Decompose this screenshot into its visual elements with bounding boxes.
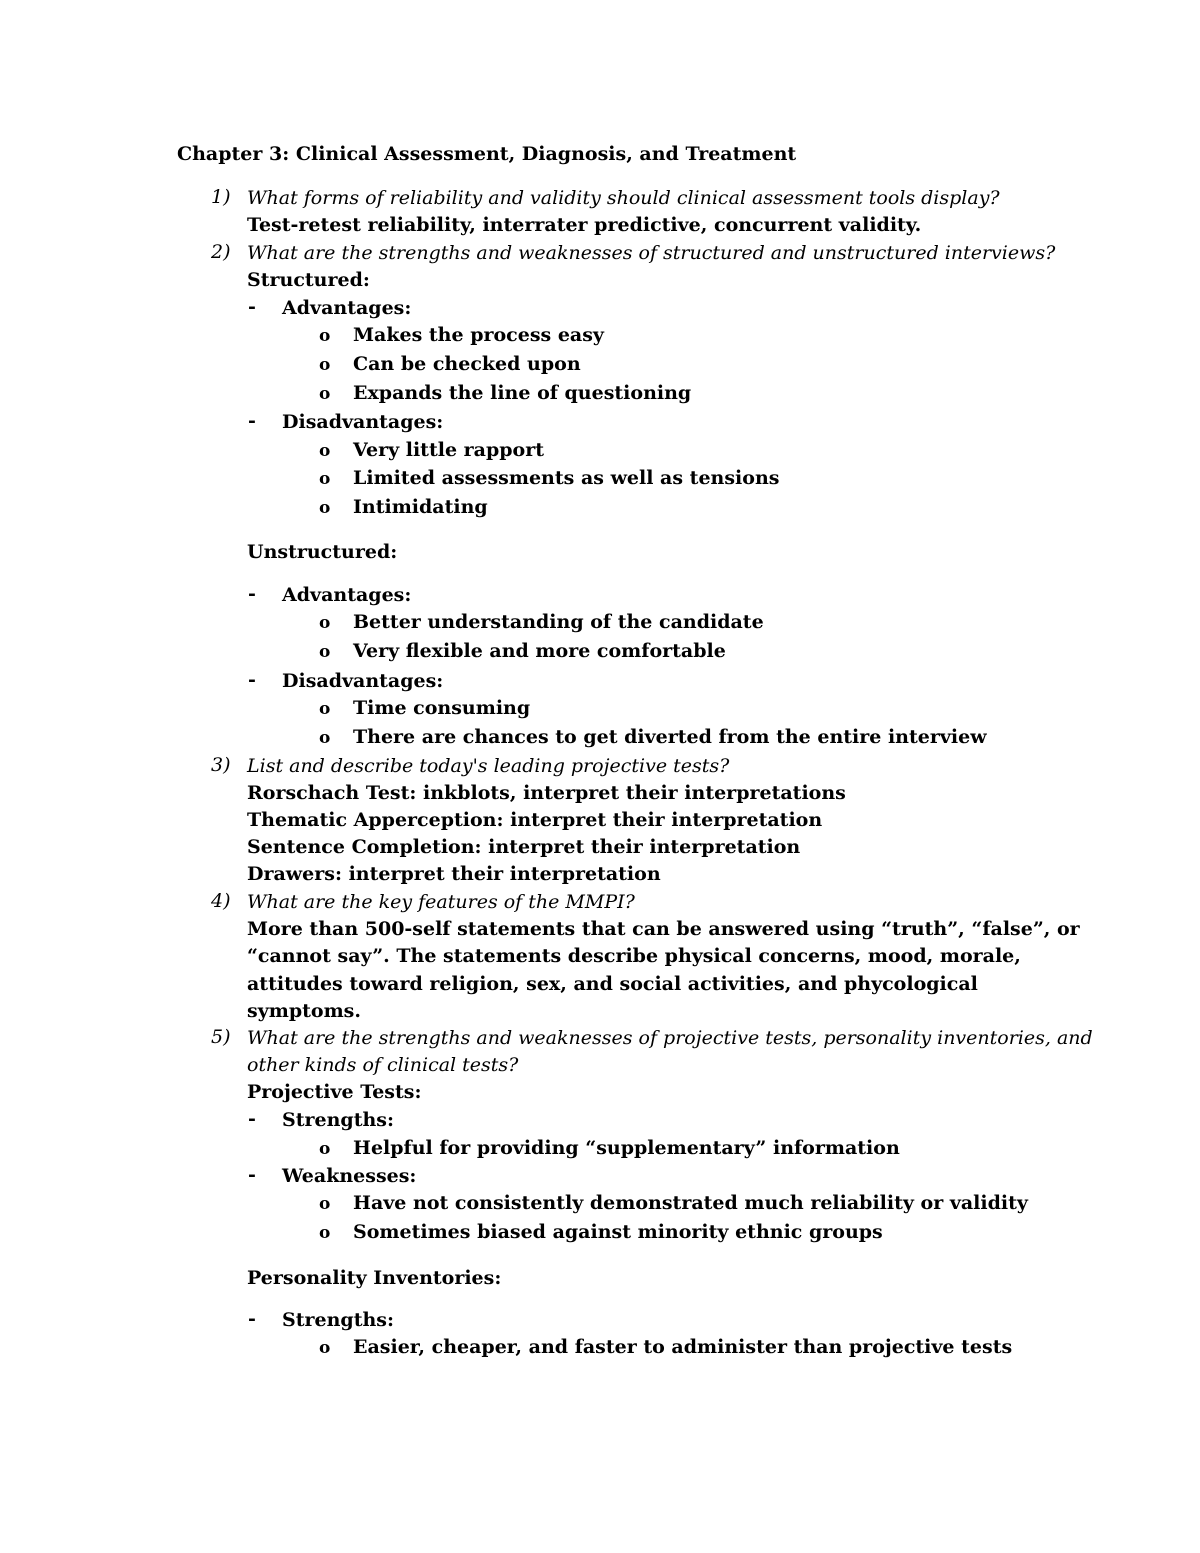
- question-text: What are the strengths and weaknesses of structured and unstructured interviews?: [247, 242, 1056, 264]
- section-heading: Projective Tests:: [247, 1081, 422, 1103]
- list-item: Very flexible and more comfortable: [353, 640, 726, 662]
- sub-bullet: o: [319, 1338, 331, 1358]
- list-label: Strengths:: [282, 1109, 394, 1131]
- dash-bullet: -: [248, 583, 256, 605]
- sub-bullet: o: [319, 642, 331, 662]
- list-item: Intimidating: [353, 496, 488, 518]
- list-label: Advantages:: [282, 297, 412, 319]
- section-heading: Structured:: [247, 269, 370, 291]
- question-number: 2): [211, 241, 231, 263]
- list-item: Time consuming: [353, 697, 531, 719]
- answer-text: Test-retest reliability, interrater predictive, concurrent validity.: [247, 214, 922, 236]
- page-title: Chapter 3: Clinical Assessment, Diagnosis, and Treatment: [177, 143, 797, 165]
- answer-line: More than 500-self statements that can be answered using “truth”, “false”, or: [247, 918, 1080, 940]
- sub-bullet: o: [319, 613, 331, 633]
- sub-bullet: o: [319, 355, 331, 375]
- list-item: Makes the process easy: [353, 324, 604, 346]
- list-label: Advantages:: [282, 584, 412, 606]
- sub-bullet: o: [319, 469, 331, 489]
- question-text: What forms of reliability and validity should clinical assessment tools display?: [247, 187, 1000, 209]
- dash-bullet: -: [248, 1308, 256, 1330]
- question-text: other kinds of clinical tests?: [247, 1054, 519, 1076]
- list-item: Sometimes biased against minority ethnic groups: [353, 1221, 883, 1243]
- list-item: There are chances to get diverted from the entire interview: [353, 726, 987, 748]
- dash-bullet: -: [248, 1164, 256, 1186]
- list-label: Disadvantages:: [282, 670, 444, 692]
- list-item: Easier, cheaper, and faster to administer than projective tests: [353, 1336, 1013, 1358]
- answer-line: Sentence Completion: interpret their interpretation: [247, 836, 801, 858]
- question-number: 4): [211, 890, 231, 912]
- question-number: 1): [211, 186, 231, 208]
- list-label: Disadvantages:: [282, 411, 444, 433]
- dash-bullet: -: [248, 669, 256, 691]
- question-text: List and describe today's leading projective tests?: [247, 755, 730, 777]
- question-text: What are the strengths and weaknesses of projective tests, personality inventories, and: [247, 1027, 1093, 1049]
- list-item: Can be checked upon: [353, 353, 581, 375]
- sub-bullet: o: [319, 384, 331, 404]
- answer-line: Drawers: interpret their interpretation: [247, 863, 661, 885]
- dash-bullet: -: [248, 296, 256, 318]
- list-label: Strengths:: [282, 1309, 394, 1331]
- sub-bullet: o: [319, 699, 331, 719]
- answer-line: Thematic Apperception: interpret their interpretation: [247, 809, 823, 831]
- answer-line: symptoms.: [247, 1000, 361, 1022]
- answer-line: attitudes toward religion, sex, and social activities, and phycological: [247, 973, 978, 995]
- answer-line: “cannot say”. The statements describe physical concerns, mood, morale,: [247, 945, 1021, 967]
- sub-bullet: o: [319, 326, 331, 346]
- sub-bullet: o: [319, 1139, 331, 1159]
- list-item: Have not consistently demonstrated much reliability or validity: [353, 1192, 1028, 1214]
- list-item: Limited assessments as well as tensions: [353, 467, 780, 489]
- question-number: 3): [211, 754, 231, 776]
- sub-bullet: o: [319, 441, 331, 461]
- section-heading: Unstructured:: [247, 541, 398, 563]
- list-item: Very little rapport: [353, 439, 545, 461]
- list-item: Better understanding of the candidate: [353, 611, 764, 633]
- dash-bullet: -: [248, 1108, 256, 1130]
- list-label: Weaknesses:: [282, 1165, 417, 1187]
- list-item: Helpful for providing “supplementary” information: [353, 1137, 900, 1159]
- sub-bullet: o: [319, 728, 331, 748]
- answer-line: Rorschach Test: inkblots, interpret their interpretations: [247, 782, 846, 804]
- list-item: Expands the line of questioning: [353, 382, 692, 404]
- section-heading: Personality Inventories:: [247, 1267, 502, 1289]
- dash-bullet: -: [248, 410, 256, 432]
- question-text: What are the key features of the MMPI?: [247, 891, 635, 913]
- sub-bullet: o: [319, 1194, 331, 1214]
- question-number: 5): [211, 1026, 231, 1048]
- sub-bullet: o: [319, 498, 331, 518]
- sub-bullet: o: [319, 1223, 331, 1243]
